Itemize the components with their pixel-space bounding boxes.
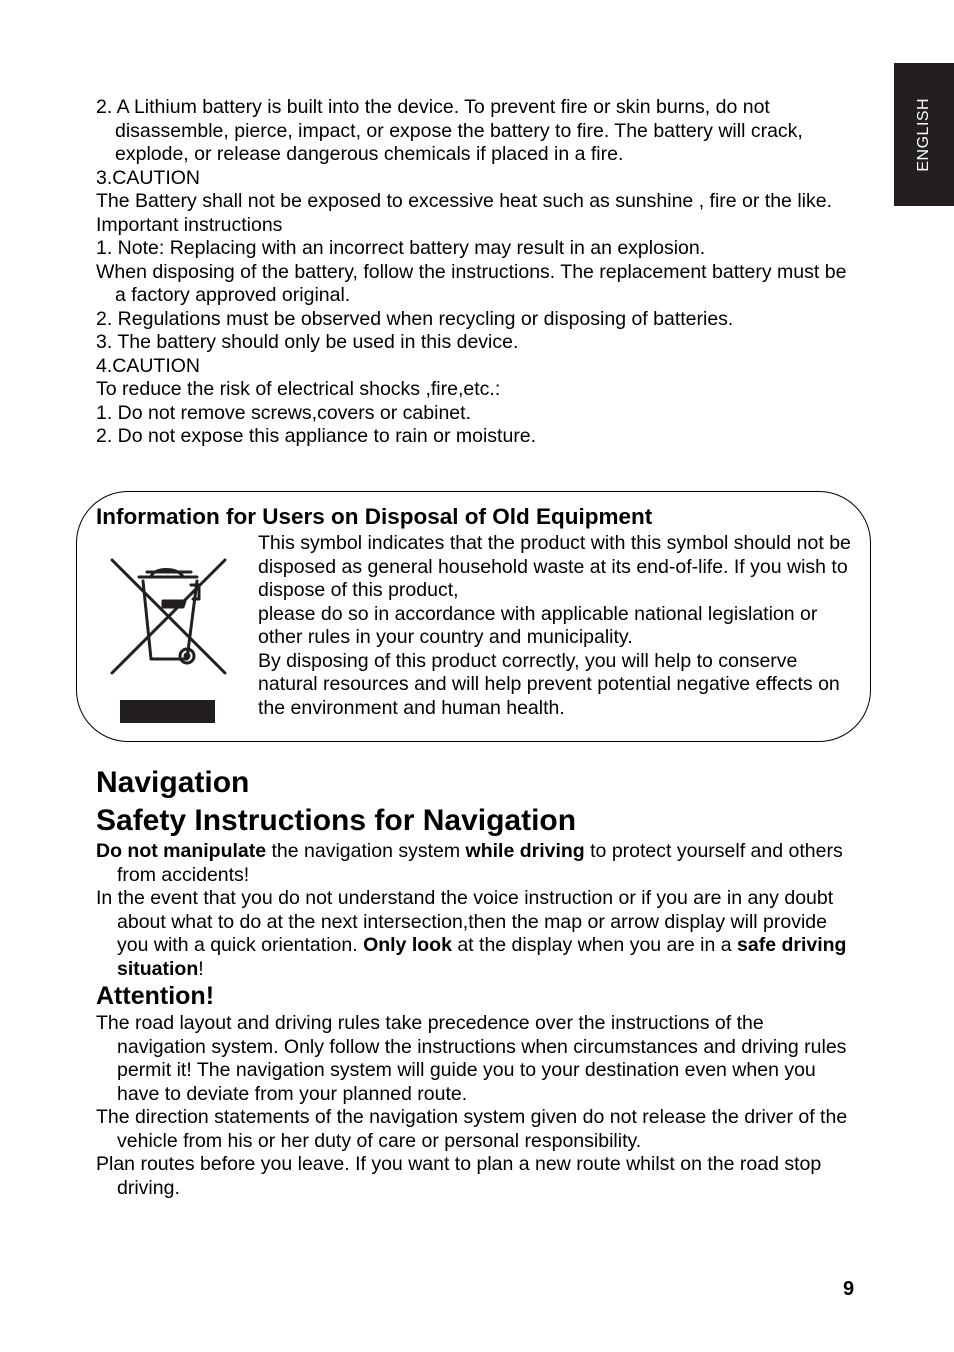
disposal-paragraph: This symbol indicates that the product with this symbol should not be disposed as general household waste at its end-of-life. If you wish to dispose of this product, <box>258 532 851 601</box>
bold-phrase: Do not manipulate <box>96 840 267 862</box>
language-tab-label: ENGLISH <box>915 97 933 172</box>
attention-section <box>96 1012 856 1200</box>
text-run: the navigation system <box>266 840 466 862</box>
page-number: 9 <box>843 1278 855 1300</box>
bold-phrase: safe driving situation <box>117 934 847 980</box>
bold-phrase: Only look <box>363 934 452 956</box>
battery-line: 2. Regulations must be observed when recycling or disposing of batteries. <box>96 307 734 330</box>
text-run: to protect yourself and others from accidents! <box>117 840 843 886</box>
battery-line: 3.CAUTION <box>96 166 201 189</box>
text-run: In the event that you do not understand the voice instruction or if you are in any doubt about what to do at the next intersection,then the map or arrow display will provide you with a quick orientation. <box>96 887 834 956</box>
language-tab <box>894 63 954 206</box>
text-run: ! <box>198 957 204 980</box>
nav-paragraph <box>96 840 856 887</box>
attention-heading: Attention! <box>96 982 215 1010</box>
battery-line: 3. The battery should only be used in this device. <box>96 331 519 353</box>
navigation-title: Navigation <box>96 766 250 799</box>
battery-line: 1. Note: Replacing with an incorrect battery may result in an explosion. <box>96 237 706 259</box>
attention-paragraph: The direction statements of the navigation system given do not release the driver of the vehicle from his or her duty of care or personal responsibility. <box>96 1106 848 1152</box>
disposal-paragraph: please do so in accordance with applicable national legislation or other rules in your country and municipality. <box>258 602 818 648</box>
battery-section <box>96 96 856 449</box>
battery-line: Important instructions <box>96 213 283 236</box>
attention-paragraph: The road layout and driving rules take precedence over the instructions of the navigation system. Only follow the instructions when circumstances and driving rules permit it! The navigation system will guide you to your destination even when you have to deviate from your planned route. <box>96 1012 847 1105</box>
battery-line: To reduce the risk of electrical shocks ,fire,etc.: <box>96 378 501 400</box>
navigation-heading <box>96 764 576 840</box>
nav-paragraph <box>96 887 856 981</box>
attention-paragraph: Plan routes before you leave. If you want to plan a new route whilst on the road stop driving. <box>96 1153 822 1199</box>
battery-line: 2. A Lithium battery is built into the device. To prevent fire or skin burns, do not disassemble, pierce, impact, or expose the battery to fire. The battery will crack, explode, or release dangerous chemicals if placed in a fire. <box>96 96 803 165</box>
battery-line: When disposing of the battery, follow the instructions. The replacement battery must be a factory approved original. <box>96 260 847 306</box>
battery-line: 1. Do not remove screws,covers or cabinet. <box>96 401 471 424</box>
battery-line: 4.CAUTION <box>96 354 201 377</box>
battery-line: The Battery shall not be exposed to excessive heat such as sunshine , fire or the like. <box>96 190 832 212</box>
bold-phrase: while driving <box>465 840 585 862</box>
disposal-paragraph: By disposing of this product correctly, you will help to conserve natural resources and will help prevent potential negative effects on the environment and human health. <box>258 649 840 719</box>
battery-line: 2. Do not expose this appliance to rain or moisture. <box>96 425 537 447</box>
disposal-title: Information for Users on Disposal of Old Equipment <box>96 504 653 529</box>
safety-instructions-title: Safety Instructions for Navigation <box>96 804 577 837</box>
disposal-text <box>258 532 858 720</box>
crossed-out-wheelie-bin-icon <box>107 555 229 727</box>
navigation-safety-section <box>96 840 856 981</box>
text-run: at the display when you are in a <box>451 934 738 956</box>
